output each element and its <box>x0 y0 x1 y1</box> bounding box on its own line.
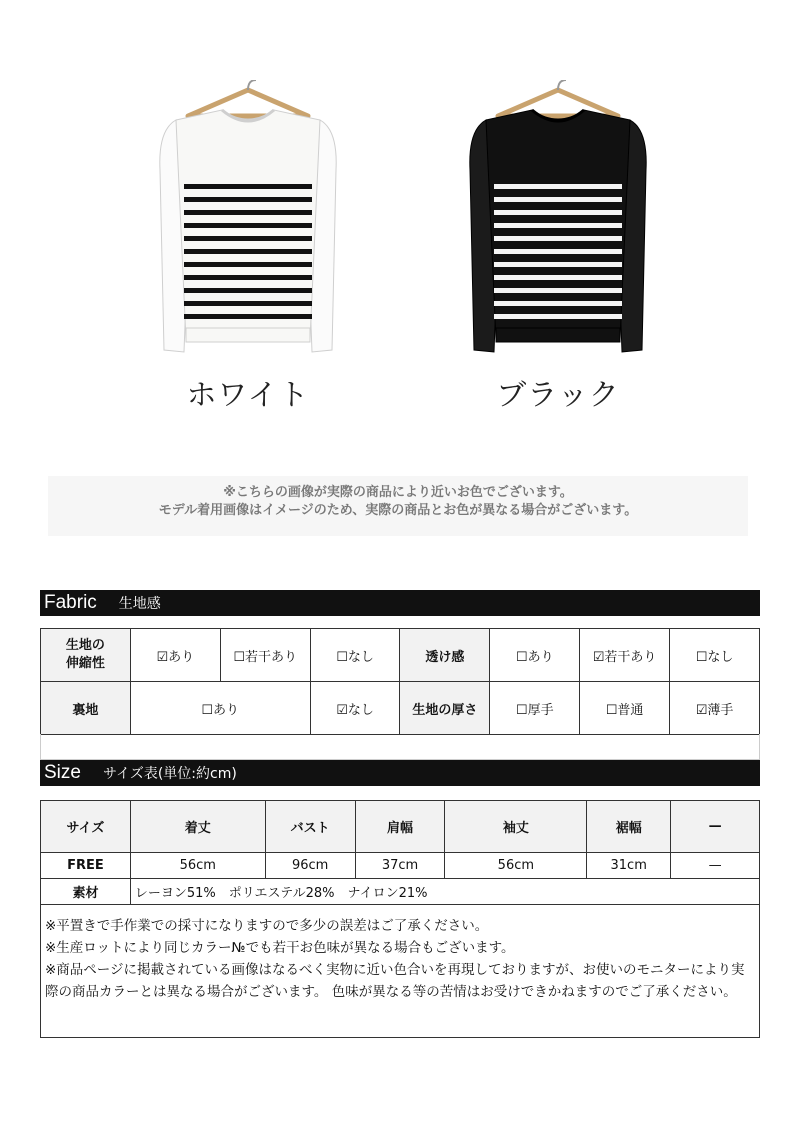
thickness-option: ☐厚手 <box>490 682 580 735</box>
hanger-icon <box>498 90 618 116</box>
color-notice <box>48 476 748 536</box>
stripe <box>494 249 622 254</box>
note-item: ※商品ページに掲載されている画像はなるべく実物に近い色合いを再現しておりますが、お使いのモニターにより実際の商品カラーとは異なる場合がございます。 色味が異なる等の苦情はお受けできかねますのでご了承ください。 <box>45 962 745 1000</box>
size-title-jp: サイズ表(単位:約cm) <box>102 766 237 782</box>
thickness-option: ☑薄手 <box>670 682 760 735</box>
stripe <box>494 262 622 267</box>
stripe <box>184 197 312 202</box>
thickness-option: ☐普通 <box>580 682 670 735</box>
size-cell: — <box>671 853 760 879</box>
stripe <box>494 288 622 293</box>
stripe <box>184 249 312 254</box>
stripe <box>184 184 312 189</box>
hem <box>496 328 620 342</box>
size-header: サイズ <box>41 801 131 853</box>
note-item: ※生産ロットにより同じカラー№でも若干お色味が異なる場合もございます。 <box>45 940 515 956</box>
fabric-title-jp: 生地感 <box>118 596 161 612</box>
size-header-row <box>41 801 760 853</box>
white-sweater-image <box>128 80 368 370</box>
sheer-option: ☐なし <box>670 629 760 682</box>
notes-box <box>40 904 760 1038</box>
size-cell: 56cm <box>130 853 265 879</box>
product-white <box>128 80 368 420</box>
material-value: レーヨン51% ポリエステル28% ナイロン21% <box>130 879 759 905</box>
lining-option: ☐あり <box>130 682 310 735</box>
product-label-black: ブラック <box>496 378 620 413</box>
stripe <box>494 197 622 202</box>
size-table <box>40 800 760 905</box>
material-label: 素材 <box>41 879 131 905</box>
stretch-label: 生地の 伸縮性 <box>41 629 131 682</box>
stripe <box>184 301 312 306</box>
stripe <box>494 210 622 215</box>
size-cell: 56cm <box>445 853 587 879</box>
notice-line-1: ※こちらの画像が実際の商品により近いお色でございます。 <box>223 485 573 500</box>
size-cell: 31cm <box>587 853 671 879</box>
stripe <box>494 223 622 228</box>
size-header: 着丈 <box>130 801 265 853</box>
product-images <box>0 0 800 420</box>
sheer-option: ☑若干あり <box>580 629 670 682</box>
thickness-label: 生地の厚さ <box>400 682 490 735</box>
size-cell: 96cm <box>265 853 355 879</box>
size-title-en: Size <box>44 762 81 783</box>
size-cell: 37cm <box>355 853 445 879</box>
size-header: 肩幅 <box>355 801 445 853</box>
stripe <box>184 275 312 280</box>
size-header: バスト <box>265 801 355 853</box>
material-row <box>41 879 760 905</box>
stripe <box>494 301 622 306</box>
notice-line-2: モデル着用画像はイメージのため、実際の商品とお色が異なる場合がございます。 <box>158 503 638 518</box>
size-section-header <box>40 760 760 786</box>
stripe <box>494 236 622 241</box>
hanger-icon <box>188 90 308 116</box>
size-header: 袖丈 <box>445 801 587 853</box>
fabric-row-1 <box>41 629 760 682</box>
fabric-title-en: Fabric <box>44 592 97 613</box>
fabric-section-header <box>40 590 760 616</box>
stripe <box>184 314 312 319</box>
sheer-label: 透け感 <box>400 629 490 682</box>
size-row-free <box>41 853 760 879</box>
lining-option: ☑なし <box>310 682 400 735</box>
hem <box>186 328 310 342</box>
note-item: ※平置きで手作業での採寸になりますので多少の誤差はご了承ください。 <box>45 918 489 934</box>
size-cell: FREE <box>41 853 131 879</box>
black-sweater-image <box>438 80 678 370</box>
stripe <box>184 236 312 241</box>
sheer-option: ☐あり <box>490 629 580 682</box>
product-label-white: ホワイト <box>186 378 310 413</box>
stripe <box>184 288 312 293</box>
lining-label: 裏地 <box>41 682 131 735</box>
size-header: 裾幅 <box>587 801 671 853</box>
stripe <box>494 275 622 280</box>
stripe <box>184 223 312 228</box>
stripe <box>494 314 622 319</box>
stretch-option: ☐若干あり <box>220 629 310 682</box>
fabric-table <box>40 628 760 735</box>
product-black <box>438 80 678 420</box>
fabric-row-2 <box>41 682 760 735</box>
stripe <box>494 184 622 189</box>
fabric-spacer <box>40 734 760 760</box>
stripe <box>184 210 312 215</box>
size-header: — <box>671 801 760 853</box>
stretch-option: ☐なし <box>310 629 400 682</box>
stretch-option: ☑あり <box>130 629 220 682</box>
stripe <box>184 262 312 267</box>
